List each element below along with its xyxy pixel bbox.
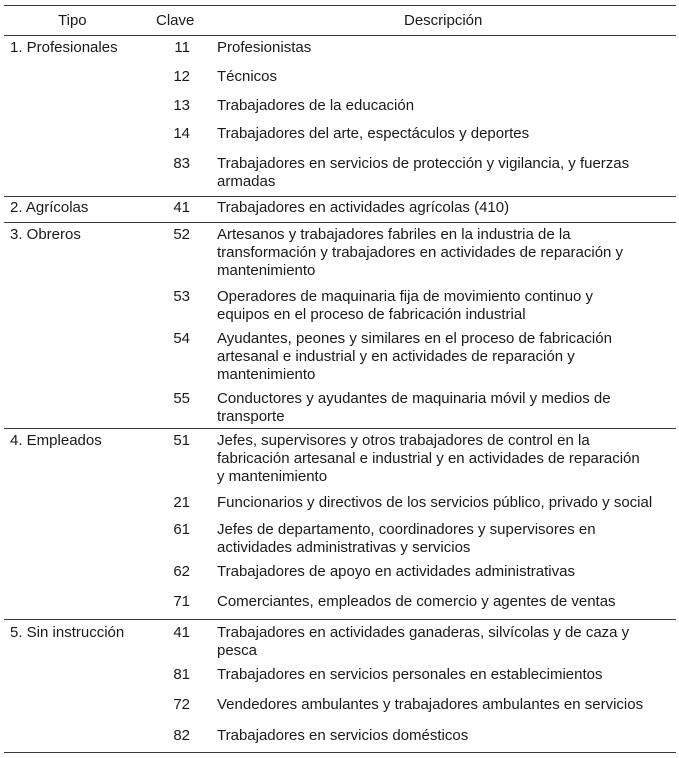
header-clave: Clave: [156, 12, 195, 29]
descripcion-cell: Trabajadores en actividades agrícolas (410): [217, 199, 510, 216]
clave-cell: 41: [173, 199, 190, 216]
clave-cell: 83: [173, 155, 190, 172]
group-tipo-agricolas: 2. Agrícolas: [10, 199, 89, 216]
descripcion-cell: Jefes de departamento, coordinadores y supervisores en actividades administrativas y servicios: [217, 521, 596, 556]
clave-cell: 72: [173, 696, 190, 713]
group-tipo-profesionales: 1. Profesionales: [10, 39, 118, 56]
group-rule: [4, 222, 676, 223]
descripcion-cell: Ayudantes, peones y similares en el proceso de fabricación artesanal e industrial y en actividades de reparación y mantenimiento: [217, 330, 612, 383]
group-tipo-sin-instruccion: 5. Sin instrucción: [10, 624, 125, 641]
descripcion-cell: Conductores y ayudantes de maquinaria móvil y medios de transporte: [217, 390, 611, 425]
group-rule: [4, 619, 676, 620]
clave-cell: 82: [173, 727, 190, 744]
clave-cell: 54: [173, 330, 190, 347]
clave-cell: 53: [173, 288, 190, 305]
descripcion-cell: Operadores de maquinaria fija de movimiento continuo y equipos en el proceso de fabricación industrial: [217, 288, 594, 323]
clave-cell: 62: [173, 563, 190, 580]
descripcion-cell: Comerciantes, empleados de comercio y agentes de ventas: [217, 593, 616, 610]
descripcion-cell: Trabajadores de apoyo en actividades administrativas: [217, 563, 575, 580]
clave-cell: 71: [173, 593, 190, 610]
header-descripcion: Descripción: [404, 12, 483, 29]
clave-cell: 55: [173, 390, 190, 407]
descripcion-cell: Trabajadores en actividades ganaderas, silvícolas y de caza y pesca: [217, 624, 630, 659]
clave-cell: 11: [174, 39, 190, 56]
descripcion-cell: Trabajadores de la educación: [217, 97, 415, 114]
descripcion-cell: Vendedores ambulantes y trabajadores ambulantes en servicios: [217, 696, 644, 713]
descripcion-cell: Trabajadores del arte, espectáculos y deportes: [217, 125, 530, 142]
descripcion-cell: Artesanos y trabajadores fabriles en la industria de la transformación y trabajadores en actividades de reparación y mantenimiento: [217, 226, 624, 279]
descripcion-cell: Funcionarios y directivos de los servicios público, privado y social: [217, 494, 653, 511]
clave-cell: 61: [173, 521, 190, 538]
descripcion-cell: Profesionistas: [217, 39, 312, 56]
clave-cell: 52: [173, 226, 190, 243]
group-rule: [4, 196, 676, 197]
descripcion-cell: Trabajadores en servicios de protección y vigilancia, y fuerzas armadas: [217, 155, 630, 190]
descripcion-cell: Jefes, supervisores y otros trabajadores de control en la fabricación artesanal e industrial y en actividades de reparación y mantenimiento: [217, 432, 640, 485]
clave-cell: 14: [173, 125, 190, 142]
table-top-rule: [4, 5, 676, 6]
descripcion-cell: Técnicos: [217, 68, 278, 85]
clave-cell: 12: [173, 68, 190, 85]
clave-cell: 21: [173, 494, 190, 511]
descripcion-cell: Trabajadores en servicios domésticos: [217, 727, 469, 744]
group-tipo-obreros: 3. Obreros: [10, 226, 81, 243]
clave-cell: 41: [173, 624, 190, 641]
table-bottom-rule: [4, 752, 676, 753]
group-rule: [4, 428, 676, 429]
group-tipo-empleados: 4. Empleados: [10, 432, 102, 449]
descripcion-cell: Trabajadores en servicios personales en establecimientos: [217, 666, 603, 683]
header-tipo: Tipo: [58, 12, 87, 29]
clave-cell: 13: [173, 97, 190, 114]
header-rule: [4, 35, 676, 36]
clave-cell: 51: [173, 432, 190, 449]
clave-cell: 81: [173, 666, 190, 683]
